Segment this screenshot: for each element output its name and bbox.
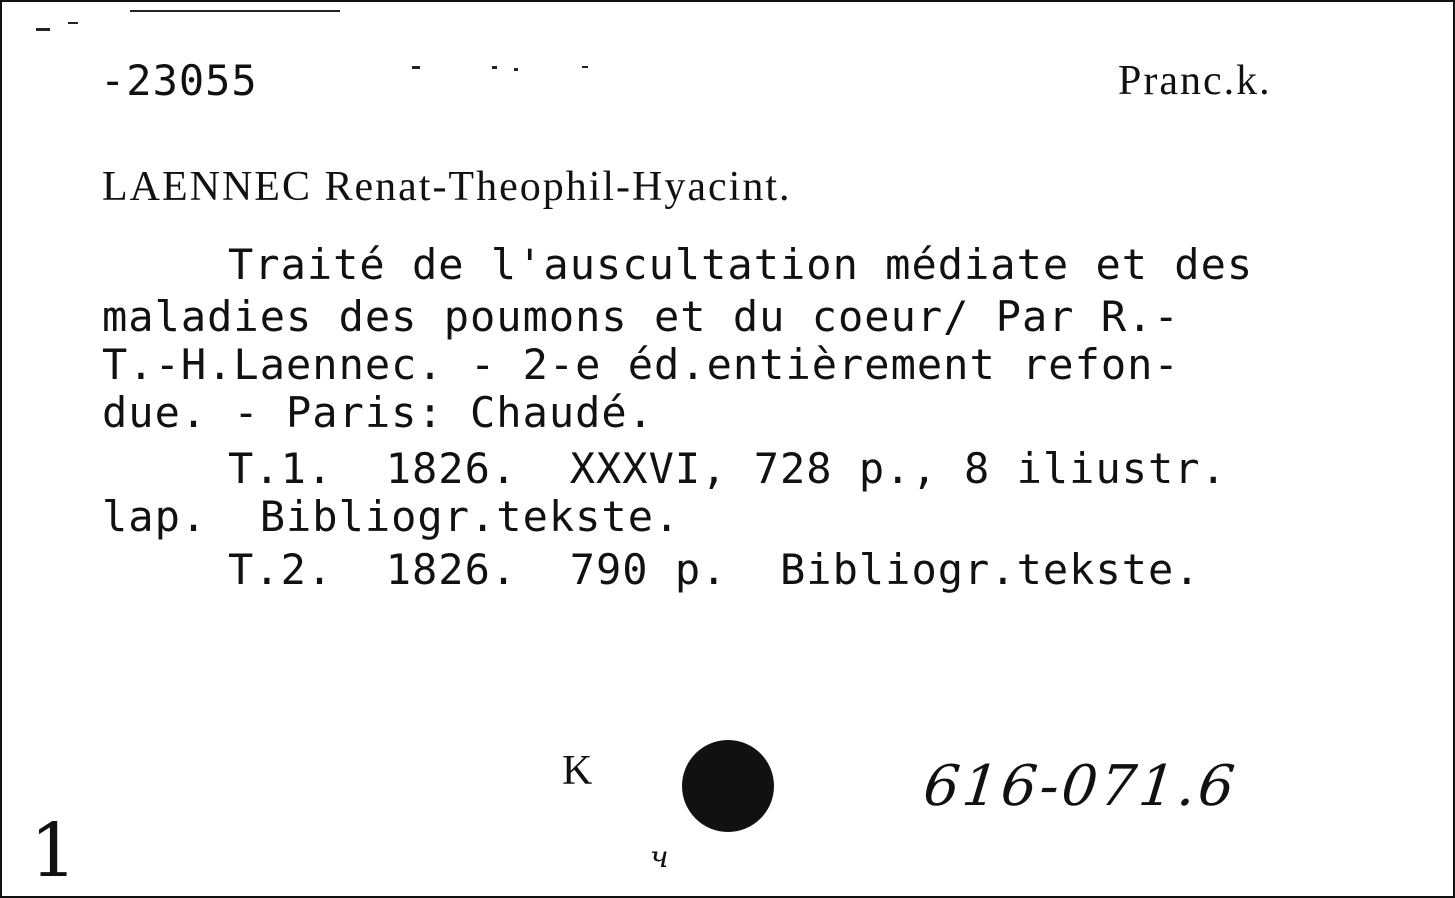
ink-speck	[68, 22, 78, 24]
handwritten-classification: 616-071.6	[920, 754, 1241, 819]
title-line-3: T.-H.Laennec. - 2-e éd.entièrement refon-	[102, 340, 1180, 389]
call-number: -23055	[100, 56, 258, 105]
title-line-4: due. - Paris: Chaudé.	[102, 388, 655, 437]
title-line-2: maladies des poumons et du coeur/ Par R.-	[102, 292, 1180, 341]
ink-speck	[514, 68, 518, 71]
handwritten-mark-left: 1	[30, 808, 78, 894]
footer-letter: K	[562, 748, 594, 794]
ink-speck	[582, 66, 588, 68]
title-line-1: Traité de l'auscultation médiate et des	[228, 240, 1254, 289]
ink-speck	[412, 66, 420, 69]
ink-speck	[36, 28, 50, 31]
volume-1-continuation: lap. Bibliogr.tekste.	[102, 492, 681, 541]
volume-1-line: T.1. 1826. XXXVI, 728 p., 8 iliustr.	[228, 444, 1227, 493]
handwritten-mark-bottom: ч	[650, 840, 669, 875]
ink-speck	[492, 66, 497, 69]
author-heading: LAENNEC Renat-Theophil-Hyacint.	[102, 164, 792, 210]
ink-speck	[130, 10, 340, 12]
volume-2-line: T.2. 1826. 790 p. Bibliogr.tekste.	[228, 545, 1201, 594]
section-code: Pranc.k.	[1118, 58, 1272, 104]
punch-hole-dot	[682, 740, 774, 832]
